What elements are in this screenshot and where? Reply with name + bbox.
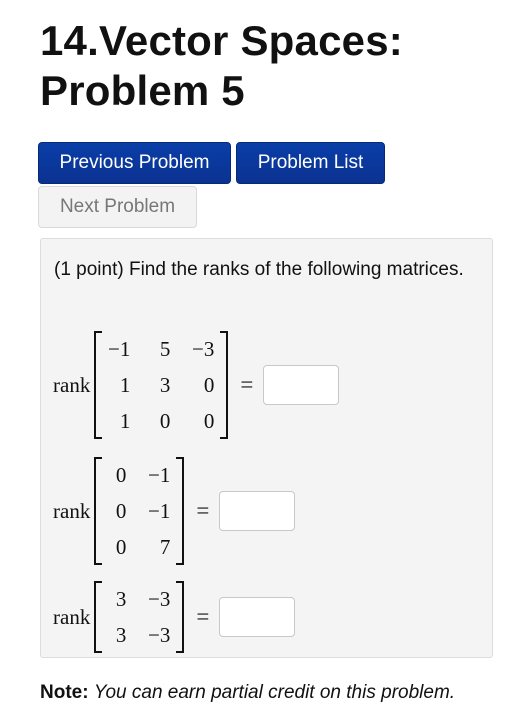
left-bracket <box>94 457 102 565</box>
right-bracket <box>176 457 184 565</box>
matrix-2 <box>94 457 184 565</box>
rank-equation-3 <box>53 581 295 653</box>
page-title <box>40 16 403 116</box>
partial-credit-note <box>40 682 455 704</box>
equals-sign: = <box>196 498 210 523</box>
rank-label: rank <box>53 372 91 397</box>
rank-equation-2 <box>53 457 295 565</box>
matrix-cell: 1 <box>119 408 131 433</box>
problem-list-button[interactable]: Problem List <box>236 142 385 184</box>
matrix-cell: 3 <box>115 622 127 647</box>
answer-input-3[interactable] <box>219 597 295 637</box>
page-title-line2: Problem 5 <box>40 67 245 114</box>
note-label: Note: <box>40 682 89 703</box>
left-bracket <box>94 331 102 439</box>
matrix-cell: 1 <box>119 372 131 397</box>
matrix-cell: 5 <box>159 336 171 361</box>
matrix-cell: 3 <box>159 372 171 397</box>
rank-label: rank <box>53 498 91 523</box>
right-bracket <box>176 581 184 653</box>
previous-problem-button[interactable]: Previous Problem <box>38 142 231 184</box>
matrix-cell: 0 <box>203 372 215 397</box>
rank-equation-1 <box>53 331 339 439</box>
problem-panel <box>40 238 493 658</box>
matrix-cell: −1 <box>147 462 171 487</box>
matrix-cell: 0 <box>115 462 127 487</box>
matrix-1 <box>94 331 228 439</box>
matrix-cell: −1 <box>147 498 171 523</box>
matrix-cell: −3 <box>147 622 171 647</box>
right-bracket <box>220 331 228 439</box>
left-bracket <box>94 581 102 653</box>
matrix-cell: 0 <box>115 534 127 559</box>
answer-input-2[interactable] <box>219 491 295 531</box>
next-problem-button: Next Problem <box>38 186 197 228</box>
matrix-cell: 0 <box>203 408 215 433</box>
matrix-cell: 3 <box>115 586 127 611</box>
matrix-cell: 0 <box>159 408 171 433</box>
matrix-cell: −3 <box>191 336 215 361</box>
note-text: You can earn partial credit on this problem. <box>93 682 456 703</box>
rank-label: rank <box>53 604 91 629</box>
equals-sign: = <box>196 604 210 629</box>
matrix-3 <box>94 581 184 653</box>
matrix-cell: −1 <box>107 336 131 361</box>
matrix-cell: −3 <box>147 586 171 611</box>
page-title-line1: 14.Vector Spaces: <box>40 17 403 64</box>
problem-statement: (1 point) Find the ranks of the following matrices. <box>54 259 464 280</box>
matrix-cell: 7 <box>159 534 171 559</box>
answer-input-1[interactable] <box>263 365 339 405</box>
matrix-cell: 0 <box>115 498 127 523</box>
equals-sign: = <box>240 372 254 397</box>
